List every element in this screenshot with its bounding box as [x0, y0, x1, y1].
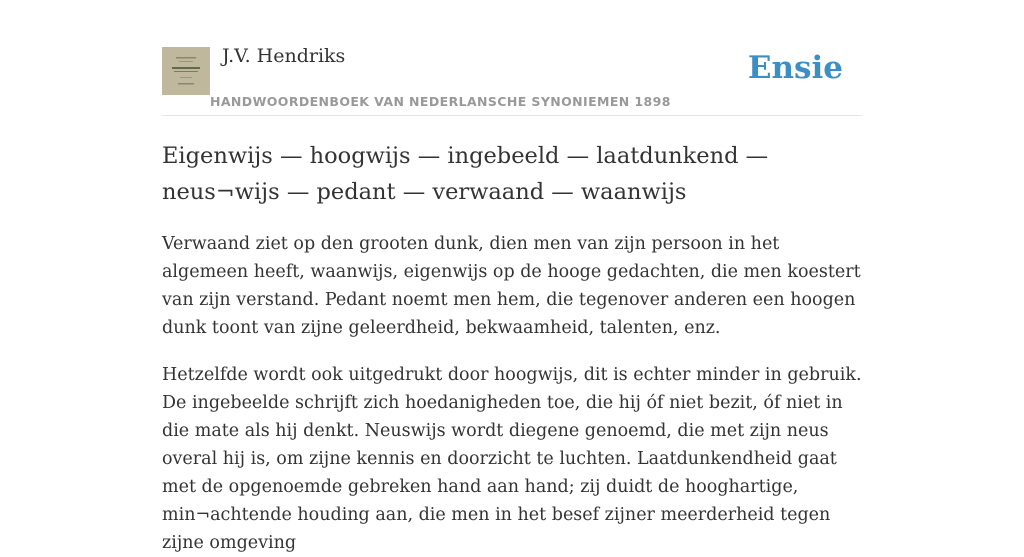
book-cover-icon — [162, 47, 210, 95]
entry-paragraph-1: Verwaand ziet op den grooten dunk, dien men van zijn persoon in het algemeen heeft, waanwijs, eigenwijs op de hooge gedachten, die men koestert van zijn verstand. Pedant noemt men hem, die tegenover anderen een hoogen dunk toont van zijne geleerdheid, bekwaamheid, talenten, enz. — [162, 234, 861, 338]
entry-paragraph-2: Hetzelfde wordt ook uitgedrukt door hoogwijs, dit is echter minder in gebruik. De ingebeelde schrijft zich hoedanigheden toe, die hij óf niet bezit, óf niet in die mate als hij denkt. Neuswijs wordt diegene genoemd, die met zijn neus overal hij is, om zijne kennis en doorzicht te luchten. Laatdunkendheid gaat met de opgenoemde gebreken hand aan hand; zij duidt de hooghartige, min¬achtende houding aan, die men in het besef zijner meerderheid tegen zijne omgeving — [162, 365, 862, 553]
entry-title: Eigenwijs — hoogwijs — ingebeeld — laatdunkend — neus¬wijs — pedant — verwaand — waanwijs — [162, 143, 769, 205]
book-cover-avatar[interactable] — [162, 47, 210, 95]
book-title[interactable]: HANDWOORDENBOEK VAN NEDERLANSCHE SYNONIEMEN 1898 — [210, 94, 671, 109]
entry-container — [162, 0, 862, 557]
entry-header — [162, 0, 862, 116]
ensie-logo[interactable]: Ensie — [747, 50, 843, 86]
author-name[interactable]: J.V. Hendriks — [222, 45, 346, 67]
